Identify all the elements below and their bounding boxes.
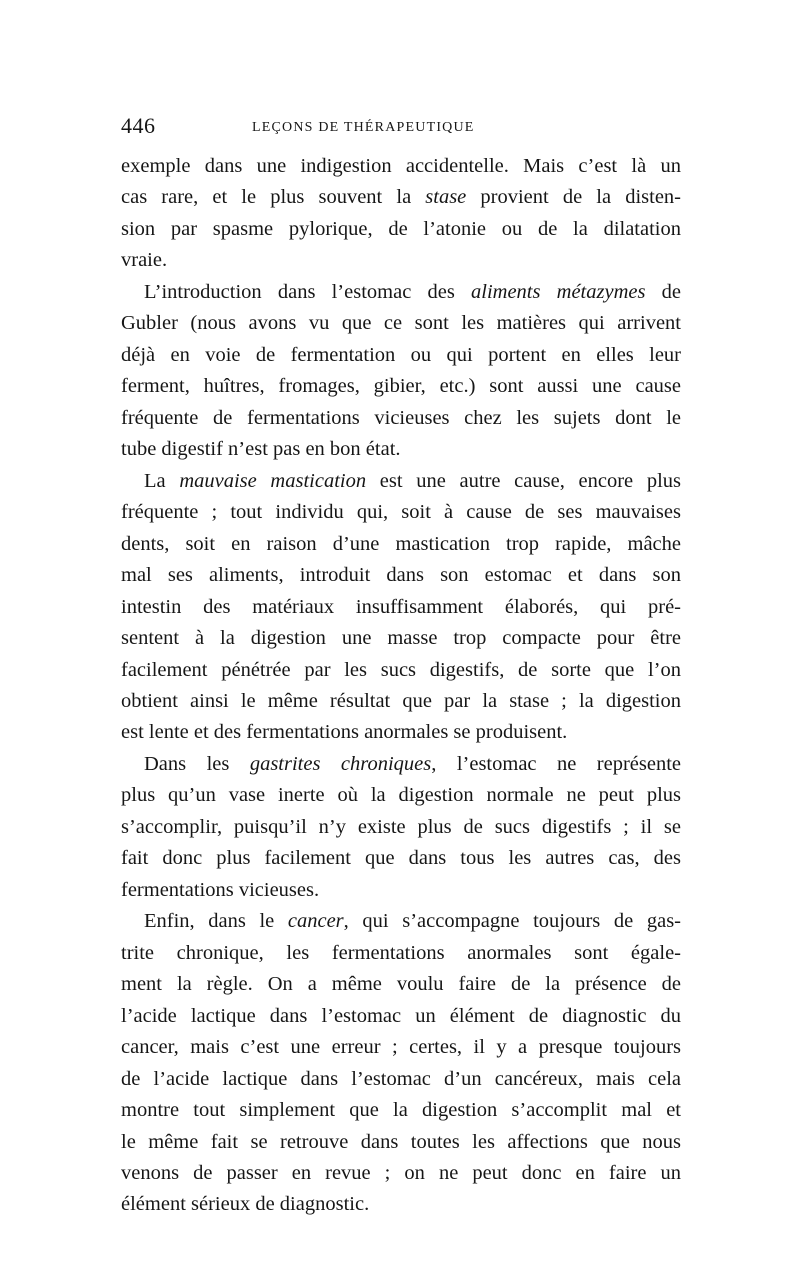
paragraph-start: La mauvaise mastication est une autre cause, encore plus — [144, 469, 681, 492]
italic-term: cancer — [287, 910, 344, 933]
text-line: fréquente ; tout individu qui, soit à cause de ses mauvaises — [121, 501, 681, 524]
text-line: tube digestif n’est pas en bon état. — [121, 438, 401, 461]
text-line: sentent à la digestion une masse trop compacte pour être — [121, 627, 681, 650]
text-line: fermentations vicieuses. — [121, 878, 320, 901]
running-title: LEÇONS DE THÉRAPEUTIQUE — [252, 120, 475, 135]
paragraph-start: Enfin, dans le cancer, qui s’accompagne toujours de gas- — [144, 910, 682, 933]
text-line: Gubler (nous avons vu que ce sont les matières qui arrivent — [121, 312, 681, 335]
page-number: 446 — [121, 113, 156, 138]
text-line: trite chronique, les fermentations anormales sont égale- — [121, 941, 681, 964]
text-line: s’accomplir, puisqu’il n’y existe plus de sucs digestifs ; il se — [121, 815, 681, 838]
text-line: le même fait se retrouve dans toutes les affections que nous — [121, 1130, 681, 1153]
text-line: élément sérieux de diagnostic. — [121, 1193, 370, 1216]
text-line: intestin des matériaux insuffisamment élaborés, qui pré- — [121, 595, 681, 618]
italic-term: mauvaise mastication — [179, 469, 367, 492]
text-line: dents, soit en raison d’une mastication trop rapide, mâche — [121, 532, 681, 555]
text-line: exemple dans une indigestion accidentelle. Mais c’est là un — [121, 155, 681, 177]
italic-term: gastrites chroniques — [249, 752, 432, 775]
text-line: l’acide lactique dans l’estomac un élément de diagnostic du — [121, 1004, 681, 1027]
text-line: ment la règle. On a même voulu faire de la présence de — [121, 973, 681, 996]
paragraph-start: L’introduction dans l’estomac des aliments métazymes de — [144, 280, 681, 303]
text-line: montre tout simplement que la digestion s’accomplit mal et — [121, 1099, 681, 1122]
text-line: cas rare, et le plus souvent la stase provient de la disten- — [121, 186, 681, 209]
text-line: de l’acide lactique dans l’estomac d’un cancéreux, mais cela — [121, 1067, 681, 1090]
text-line: est lente et des fermentations anormales se produisent. — [121, 721, 568, 744]
text-line: sion par spasme pylorique, de l’atonie ou de la dilatation — [121, 217, 681, 240]
text-line: fait donc plus facilement que dans tous les autres cas, des — [121, 847, 681, 870]
text-line: mal ses aliments, introduit dans son estomac et dans son — [121, 564, 681, 587]
text-line: cancer, mais c’est une erreur ; certes, il y a presque toujours — [121, 1036, 681, 1059]
text-line: ferment, huîtres, fromages, gibier, etc.) sont aussi une cause — [121, 375, 681, 398]
text-line: plus qu’un vase inerte où la digestion normale ne peut plus — [121, 784, 681, 807]
text-line: vraie. — [121, 249, 168, 272]
text-line: venons de passer en revue ; on ne peut donc en faire un — [121, 1162, 681, 1184]
italic-term: aliments métazymes — [471, 280, 646, 303]
text-line: facilement pénétrée par les sucs digestifs, de sorte que l’on — [121, 658, 681, 681]
paragraph-start: Dans les gastrites chroniques, l’estomac ne représente — [144, 752, 682, 775]
text-line: déjà en voie de fermentation ou qui portent en elles leur — [121, 343, 681, 366]
body-text — [121, 151, 681, 1221]
italic-term: stase — [425, 186, 467, 209]
running-head — [121, 111, 681, 141]
text-line: obtient ainsi le même résultat que par la stase ; la digestion — [121, 689, 681, 712]
text-line: fréquente de fermentations vicieuses chez les sujets dont le — [121, 406, 681, 429]
